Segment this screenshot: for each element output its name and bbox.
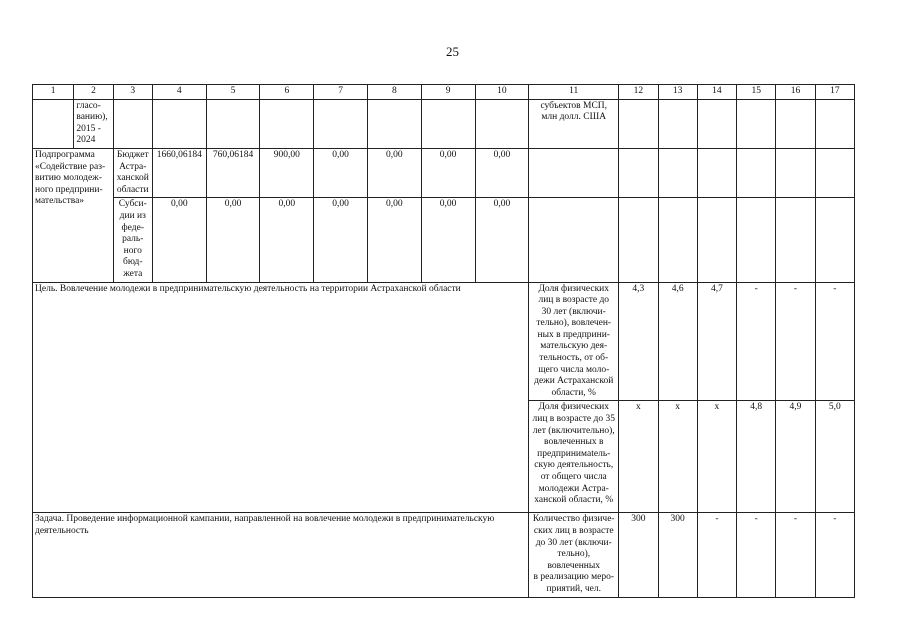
header-cell: 12 [619, 85, 658, 100]
continuation-indicator: субъектов МСП, млн долл. США [529, 99, 619, 148]
subprogram-row-federal [33, 198, 855, 282]
page-number: 25 [446, 44, 459, 59]
header-cell: 16 [776, 85, 815, 100]
header-cell: 17 [815, 85, 854, 100]
header-cell: 13 [658, 85, 697, 100]
indicator-value: x [658, 401, 697, 513]
header-cell: 2 [74, 85, 113, 100]
indicator-value: 4,3 [619, 282, 658, 401]
funding-value: 0,00 [475, 198, 529, 282]
header-cell: 11 [529, 85, 619, 100]
funding-value: 1660,06184 [152, 148, 206, 197]
header-cell: 8 [367, 85, 421, 100]
task-indicator: Количество физиче- ских лиц в возрасте до 30 лет (включи- тельно), вовлеченных в реализацию меро- приятий, чел. [529, 513, 619, 597]
funding-value: 900,00 [260, 148, 314, 197]
indicator-value: - [737, 282, 776, 401]
header-cell: 10 [475, 85, 529, 100]
indicator-value: - [776, 282, 815, 401]
indicator-value: 4,7 [697, 282, 736, 401]
indicator-value: 300 [619, 513, 658, 597]
continuation-col1 [33, 99, 74, 148]
indicator-value: 4,9 [776, 401, 815, 513]
funding-value: 0,00 [260, 198, 314, 282]
subprogram-title: Подпрограмма «Содействие раз- витию молодеж- ного предприни- мательства» [33, 148, 114, 282]
header-cell: 6 [260, 85, 314, 100]
header-cell: 9 [421, 85, 475, 100]
indicator-value: 5,0 [815, 401, 854, 513]
funding-value: 0,00 [314, 198, 368, 282]
funding-value: 0,00 [421, 198, 475, 282]
indicator-value: - [815, 513, 854, 597]
goal-row-1 [33, 282, 855, 401]
indicator-value: 300 [658, 513, 697, 597]
continuation-executor: гласо- ванию), 2015 - 2024 [74, 99, 113, 148]
funding-value: 0,00 [152, 198, 206, 282]
funding-value: 0,00 [314, 148, 368, 197]
goal-text: Цель. Вовлечение молодежи в предпринимательскую деятельность на территории Астраханской области [33, 282, 529, 513]
indicator-value: x [697, 401, 736, 513]
indicator-value: - [697, 513, 736, 597]
goal-indicator: Доля физических лиц в возрасте до 35 лет (включительно), вовлеченных в предпринимatель- скую деятельность, от общего числа молодежи Астра- ханской области, % [529, 401, 619, 513]
funding-value: 0,00 [475, 148, 529, 197]
indicator-value: - [776, 513, 815, 597]
header-cell: 15 [737, 85, 776, 100]
header-cell: 14 [697, 85, 736, 100]
funding-value: 760,06184 [206, 148, 260, 197]
program-table [32, 84, 855, 598]
indicator-value: 4,8 [737, 401, 776, 513]
funding-value: 0,00 [367, 198, 421, 282]
indicator-value: - [815, 282, 854, 401]
task-row [33, 513, 855, 597]
funding-source: Субси- дии из феде- раль- ного бюд- жета [113, 198, 152, 282]
header-cell: 1 [33, 85, 74, 100]
funding-source: Бюджет Астра- ханской области [113, 148, 152, 197]
funding-value: 0,00 [421, 148, 475, 197]
task-text: Задача. Проведение информационной кампании, направленной на вовлечение молодежи в предпринимательскую деятельность [33, 513, 529, 597]
header-cell: 7 [314, 85, 368, 100]
indicator-value: - [737, 513, 776, 597]
header-row [33, 85, 855, 100]
continuation-row [33, 99, 855, 148]
indicator-value: 4,6 [658, 282, 697, 401]
goal-indicator: Доля физических лиц в возрасте до 30 лет (включи- тельно), вовлечен- ных в предприни- мательскую дея- тельность, от об- щего числа моло- дежи Астраханской области, % [529, 282, 619, 401]
header-cell: 4 [152, 85, 206, 100]
funding-value: 0,00 [367, 148, 421, 197]
header-cell: 3 [113, 85, 152, 100]
header-cell: 5 [206, 85, 260, 100]
indicator-value: x [619, 401, 658, 513]
subprogram-row-regional [33, 148, 855, 197]
funding-value: 0,00 [206, 198, 260, 282]
